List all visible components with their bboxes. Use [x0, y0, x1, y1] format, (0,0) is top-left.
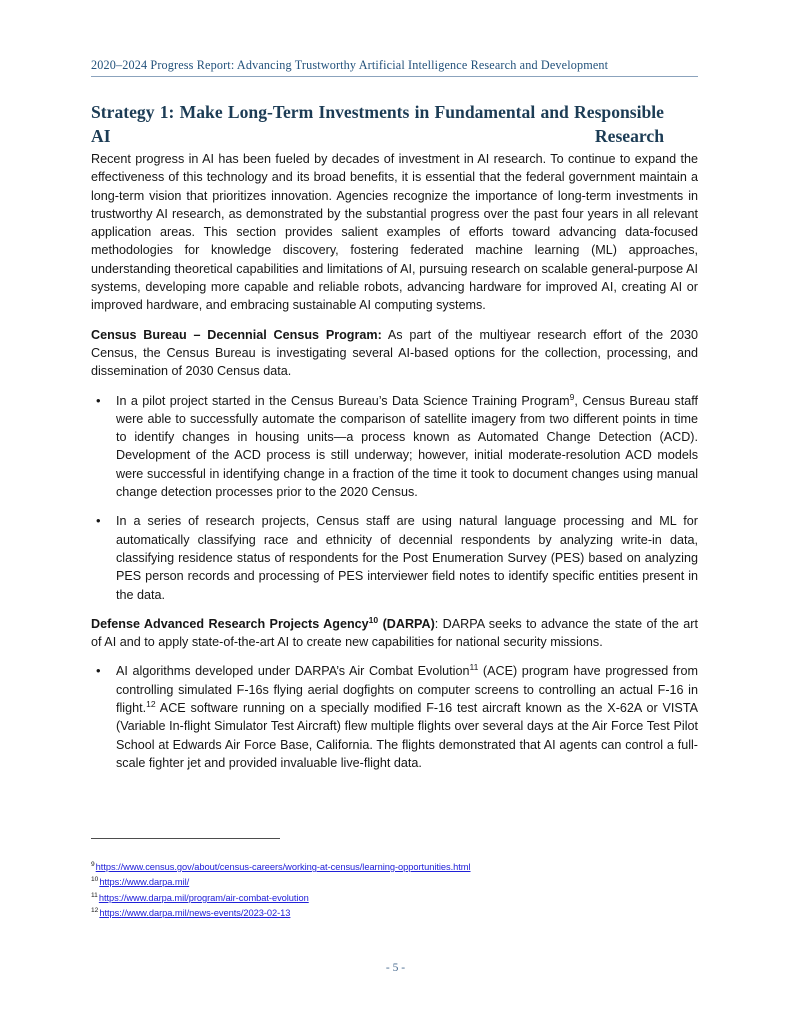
bullet-icon: •: [96, 663, 101, 679]
darpa-bullet-list: [91, 662, 698, 772]
footnote-link[interactable]: https://www.darpa.mil/program/air-combat-evolution: [98, 892, 309, 903]
footnote-marker[interactable]: 12: [146, 698, 156, 709]
footnote-number: 12: [91, 907, 99, 915]
bullet-text-seg3: ACE software running on a specially modified F-16 test aircraft known as the X-62A or VISTA (Variable In-flight Simulator Test Aircraft) flew multiple flights over several days at the Air Force Test Pilot School at Edwards Air Force Base, California. The flights demonstrated that AI agents can control a full-scale fighter jet and provided invaluable live-flight data.: [116, 701, 698, 770]
footnote-number: 11: [91, 891, 98, 899]
census-lead-text: As part of the multiyear research effort of the 2030 Census, the Census Bureau is investigating several AI-based options for the collection, processing, and dissemination of 2030 Census data.: [91, 327, 698, 379]
running-header: [91, 58, 698, 77]
page-title-text: Strategy 1: Make Long-Term Investments in Fundamental and Responsible AI Research: [91, 101, 664, 146]
list-item: [91, 512, 698, 603]
bullet-text-seg1: AI algorithms developed under DARPA’s Air Combat Evolution: [116, 664, 470, 679]
bullet-text-pre: In a pilot project started in the Census Bureau’s Data Science Training Program: [116, 393, 570, 408]
list-item: [91, 392, 698, 502]
bullet-icon: •: [96, 392, 101, 408]
darpa-lead-text: DARPA seeks to advance the state of the art of AI and to apply state-of-the-art AI to create new capabilities for national security missions.: [91, 616, 698, 650]
footnote-marker[interactable]: 9: [569, 391, 575, 402]
running-header-title: 2020–2024 Progress Report: Advancing Trustworthy Artificial Intelligence Research and Development: [91, 58, 609, 72]
footnote-entry: [91, 891, 698, 906]
page-number: - 5 -: [385, 962, 406, 974]
intro-paragraph: Recent progress in AI has been fueled by decades of investment in AI research. To continue to expand the effectiveness of this technology and its broad benefits, it is essential that the federal government maintain a long-term vision that prioritizes innovation. Agencies recognize the importance of long-term investments in trustworthy AI research, as demonstrated by the substantial progress over the past four years in all relevant application areas. This section provides salient examples of efforts toward advancing data-focused methodologies for knowledge discovery, fostering federated machine learning (ML) approaches, understanding theoretical capabilities and limitations of AI, pursuing research on scalable general-purpose AI systems, developing more capable and reliable robots, advancing hardware for improved AI, creating AI or improved hardware, and embracing sustainable AI computing systems.: [91, 152, 698, 313]
footnote-area: [91, 838, 698, 922]
document-body: [91, 150, 698, 783]
darpa-heading-label: Defense Advanced Research Projects Agency: [91, 616, 369, 631]
footnote-link[interactable]: https://www.darpa.mil/news-events/2023-02-13: [99, 908, 291, 919]
bullet-text-seg2: (ACE) program have progressed from controlling simulated F-16s flying aerial dogfights on computer screens to controlling an actual F-16 in flight.: [116, 664, 698, 716]
footnote-entry: [91, 906, 698, 921]
footnote-entry: [91, 860, 698, 875]
census-heading-label: Census Bureau – Decennial Census Program:: [91, 327, 382, 342]
footnote-separator: [91, 838, 280, 839]
census-bullet-list: [91, 392, 698, 604]
footnote-link[interactable]: https://www.census.gov/about/census-careers/working-at-census/learning-opportunities.html: [95, 862, 471, 872]
darpa-heading-abbrev: (DARPA): [378, 616, 435, 631]
footnote-entry: [91, 875, 698, 890]
footnote-marker[interactable]: 11: [469, 662, 479, 673]
darpa-heading-paragraph: [91, 615, 698, 652]
census-heading-paragraph: [91, 326, 698, 381]
footnote-number: 10: [91, 876, 99, 884]
bullet-icon: •: [96, 513, 101, 529]
bullet-text-pre: In a series of research projects, Census staff are using natural language processing and ML for automatically classifying race and ethnicity of decennial respondents by analyzing write-in data, classifying residence status of respondents for the Post Enumeration Survey (PES) based on analyzing PES person records and processing of PES interviewer field notes to identify specific entities present in the data.: [116, 514, 698, 602]
bullet-text-post: , Census Bureau staff were able to successfully automate the comparison of satellite imagery from two different points in time to identify changes in housing units—a process known as Automated Change Detection (ACD). Development of the ACD process is still underway; however, initial moderate-resolution ACD models were successful in identifying change in a fraction of the time it took to document changes using manual change detection processes prior to the 2020 Census.: [116, 393, 698, 500]
footnote-number: 9: [91, 860, 95, 868]
footnote-link[interactable]: https://www.darpa.mil/: [99, 877, 190, 888]
footnote-marker[interactable]: 10: [368, 614, 379, 625]
list-item: [91, 662, 698, 772]
darpa-heading-colon: :: [434, 616, 439, 631]
